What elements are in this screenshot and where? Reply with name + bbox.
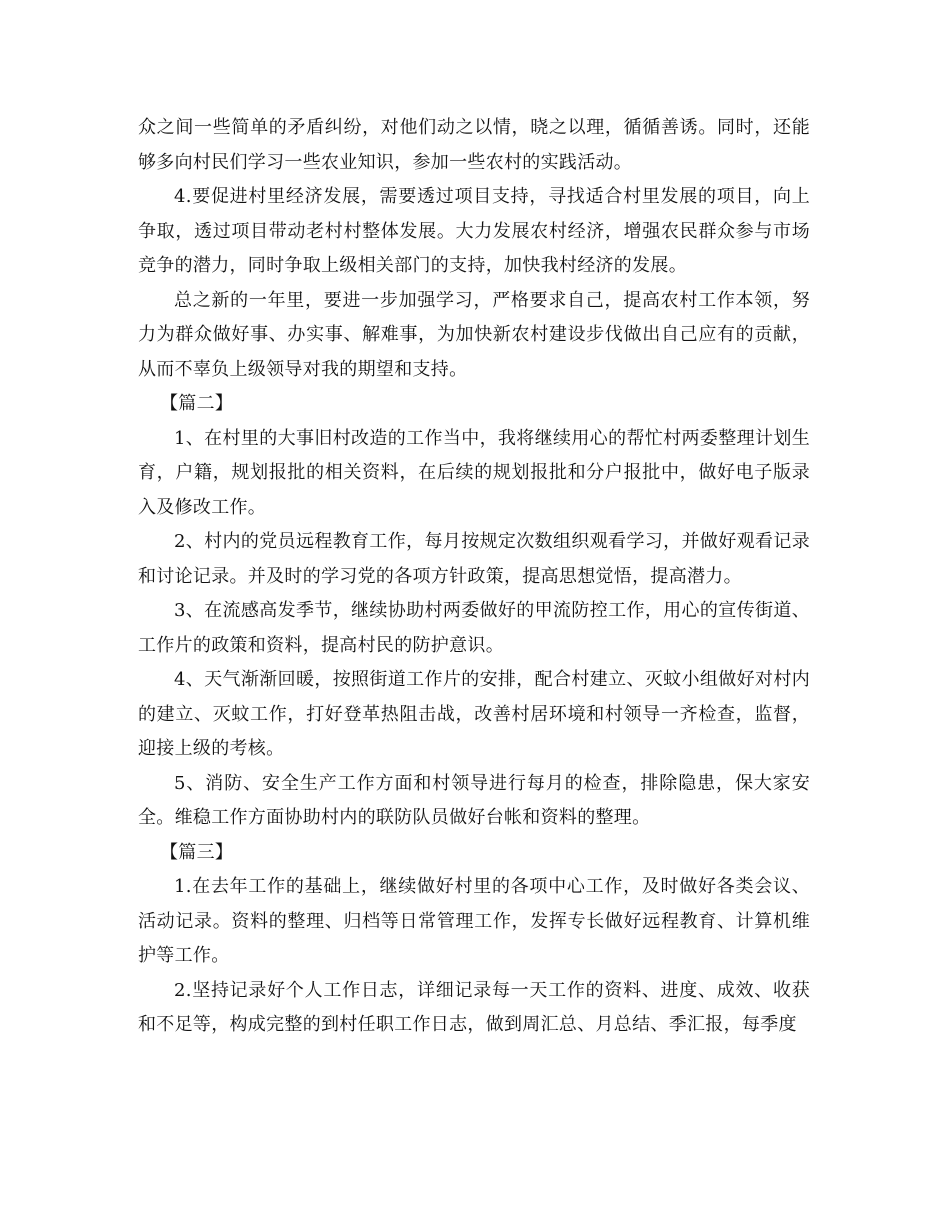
paragraph-economic-development: 4.要促进村里经济发展，需要透过项目支持，寻找适合村里发展的项目，向上争取，透过项目带动老村村整体发展。大力发展农村经济，增强农民群众参与市场竞争的潜力，同时争取上级相关部门的支持，加快我村经济的发展。	[138, 186, 810, 276]
paragraph-party-education: 2、村内的党员远程教育工作，每月按规定次数组织观看学习，并做好观看记录和讨论记录。并及时的学习党的各项方针政策，提高思想觉悟，提高潜力。	[138, 531, 810, 587]
section-heading-part-three: 【篇三】	[160, 841, 234, 863]
paragraph-mosquito-control: 4、天气渐渐回暖，按照街道工作片的安排，配合村建立、灭蚊小组做好对村内的建立、灭蚊工作，打好登革热阻击战，改善村居环境和村领导一齐检查，监督，迎接上级的考核。	[138, 669, 810, 759]
paragraph-continuation: 众之间一些简单的矛盾纠纷，对他们动之以情，晓之以理，循循善诱。同时，还能够多向村民们学习一些农业知识，参加一些农村的实践活动。	[138, 117, 810, 173]
paragraph-village-renovation: 1、在村里的大事旧村改造的工作当中，我将继续用心的帮忙村两委整理计划生育，户籍，规划报批的相关资料，在后续的规划报批和分户报批中，做好电子版录入及修改工作。	[138, 427, 810, 518]
document-body	[138, 111, 810, 1043]
paragraph-work-log: 2.坚持记录好个人工作日志，详细记录每一天工作的资料、进度、成效、收获和不足等，构成完整的到村任职工作日志，做到周汇总、月总结、季汇报，每季度	[138, 979, 810, 1035]
paragraph-flu-prevention: 3、在流感高发季节，继续协助村两委做好的甲流防控工作，用心的宣传街道、工作片的政策和资料，提高村民的防护意识。	[138, 600, 810, 656]
section-heading-part-two: 【篇二】	[160, 393, 234, 414]
paragraph-summary: 总之新的一年里，要进一步加强学习，严格要求自己，提高农村工作本领，努力为群众做好事、办实事、解难事，为加快新农村建设步伐做出自己应有的贡献，从而不辜负上级领导对我的期望和支持。	[138, 289, 810, 380]
paragraph-central-work: 1.在去年工作的基础上，继续做好村里的各项中心工作，及时做好各类会议、活动记录。资料的整理、归档等日常管理工作，发挥专长做好远程教育、计算机维护等工作。	[138, 876, 810, 966]
paragraph-safety-inspection: 5、消防、安全生产工作方面和村领导进行每月的检查，排除隐患，保大家安全。维稳工作方面协助村内的联防队员做好台帐和资料的整理。	[138, 772, 810, 828]
